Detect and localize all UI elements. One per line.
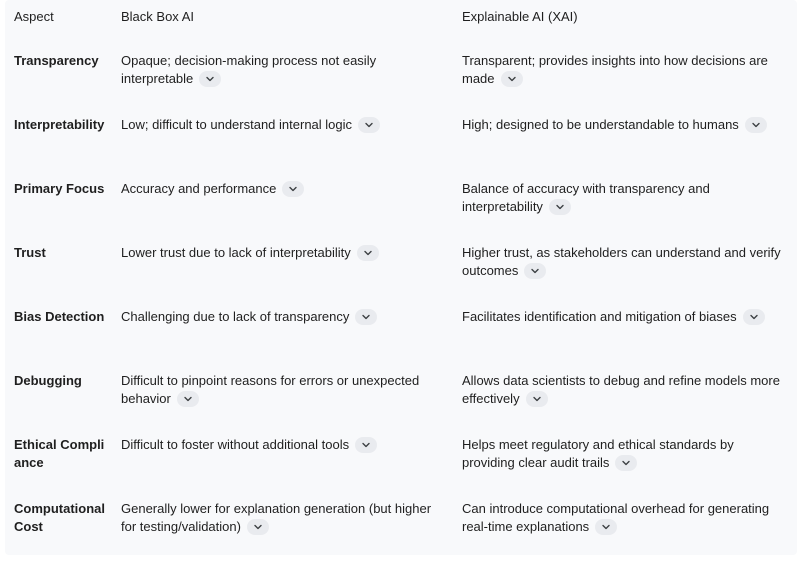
black-box-cell bbox=[111, 290, 452, 354]
black-box-cell-text: Difficult to foster without additional tools bbox=[121, 437, 350, 452]
xai-cell bbox=[452, 162, 797, 226]
table-body bbox=[5, 34, 797, 546]
table-header-row bbox=[5, 0, 797, 34]
xai-cell bbox=[452, 290, 797, 354]
xai-cell bbox=[452, 482, 797, 546]
chevron-down-icon[interactable] bbox=[743, 309, 765, 325]
chevron-down-icon[interactable] bbox=[745, 117, 767, 133]
black-box-cell bbox=[111, 34, 452, 98]
black-box-cell-text: Accuracy and performance bbox=[121, 181, 277, 196]
black-box-cell-text: Difficult to pinpoint reasons for errors or unexpected behavior bbox=[121, 373, 420, 406]
black-box-cell-text: Challenging due to lack of transparency bbox=[121, 309, 350, 324]
xai-cell-text: Balance of accuracy with transparency and interpretability bbox=[462, 181, 710, 214]
row-aspect-label: Transparency bbox=[14, 53, 99, 68]
black-box-cell-text: Low; difficult to understand internal logic bbox=[121, 117, 353, 132]
chevron-down-icon[interactable] bbox=[595, 519, 617, 535]
black-box-cell-text: Generally lower for explanation generation (but higher for testing/validation) bbox=[121, 501, 432, 534]
xai-cell bbox=[452, 354, 797, 418]
comparison-table bbox=[5, 0, 797, 546]
header-aspect: Aspect bbox=[14, 9, 54, 24]
xai-cell-text: Higher trust, as stakeholders can understand and verify outcomes bbox=[462, 245, 781, 278]
black-box-cell-text: Lower trust due to lack of interpretability bbox=[121, 245, 351, 260]
chevron-down-icon[interactable] bbox=[549, 199, 571, 215]
table-row bbox=[5, 34, 797, 98]
row-aspect-label: Interpretability bbox=[14, 117, 105, 132]
xai-cell bbox=[452, 34, 797, 98]
comparison-table-container bbox=[5, 0, 797, 555]
chevron-down-icon[interactable] bbox=[355, 437, 377, 453]
chevron-down-icon[interactable] bbox=[524, 263, 546, 279]
black-box-cell bbox=[111, 98, 452, 162]
chevron-down-icon[interactable] bbox=[247, 519, 269, 535]
black-box-cell bbox=[111, 354, 452, 418]
row-aspect-label: Computational Cost bbox=[14, 501, 105, 534]
xai-cell-text: Allows data scientists to debug and refine models more effectively bbox=[462, 373, 780, 406]
row-aspect-label: Primary Focus bbox=[14, 181, 105, 196]
black-box-cell-text: Opaque; decision-making process not easily interpretable bbox=[121, 53, 377, 86]
table-row bbox=[5, 354, 797, 418]
table-row bbox=[5, 98, 797, 162]
xai-cell bbox=[452, 226, 797, 290]
xai-cell-text: Can introduce computational overhead for generating real-time explanations bbox=[462, 501, 770, 534]
row-aspect-label: Debugging bbox=[14, 373, 82, 388]
xai-cell bbox=[452, 98, 797, 162]
chevron-down-icon[interactable] bbox=[526, 391, 548, 407]
chevron-down-icon[interactable] bbox=[358, 117, 380, 133]
row-aspect-label: Ethical Compliance bbox=[14, 437, 105, 470]
xai-cell-text: High; designed to be understandable to humans bbox=[462, 117, 739, 132]
table-row bbox=[5, 482, 797, 546]
table-row bbox=[5, 226, 797, 290]
chevron-down-icon[interactable] bbox=[282, 181, 304, 197]
row-aspect-label: Bias Detection bbox=[14, 309, 105, 324]
black-box-cell bbox=[111, 418, 452, 482]
row-aspect-label: Trust bbox=[14, 245, 46, 260]
header-explainable-ai: Explainable AI (XAI) bbox=[462, 9, 578, 24]
black-box-cell bbox=[111, 226, 452, 290]
table-row bbox=[5, 290, 797, 354]
chevron-down-icon[interactable] bbox=[501, 71, 523, 87]
xai-cell bbox=[452, 418, 797, 482]
black-box-cell bbox=[111, 162, 452, 226]
xai-cell-text: Helps meet regulatory and ethical standards by providing clear audit trails bbox=[462, 437, 734, 470]
black-box-cell bbox=[111, 482, 452, 546]
table-row bbox=[5, 162, 797, 226]
xai-cell-text: Transparent; provides insights into how decisions are made bbox=[462, 53, 768, 86]
chevron-down-icon[interactable] bbox=[355, 309, 377, 325]
chevron-down-icon[interactable] bbox=[199, 71, 221, 87]
chevron-down-icon[interactable] bbox=[357, 245, 379, 261]
header-black-box-ai: Black Box AI bbox=[121, 9, 194, 24]
table-row bbox=[5, 418, 797, 482]
chevron-down-icon[interactable] bbox=[615, 455, 637, 471]
chevron-down-icon[interactable] bbox=[177, 391, 199, 407]
xai-cell-text: Facilitates identification and mitigation of biases bbox=[462, 309, 737, 324]
